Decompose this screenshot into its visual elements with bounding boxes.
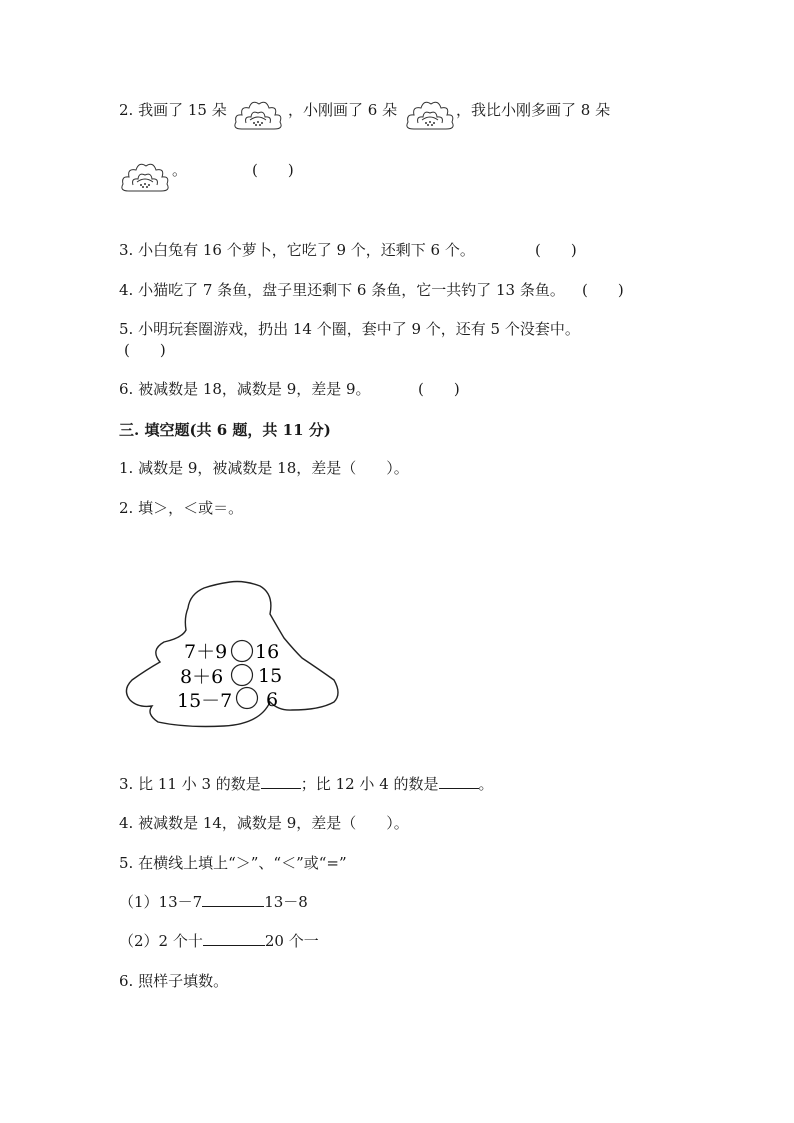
- compare-circle[interactable]: [232, 641, 253, 662]
- fill-q4: [119, 813, 409, 833]
- flower-icon: [232, 96, 284, 134]
- section-heading: [119, 420, 331, 440]
- tree-row-1-left: 7＋9: [184, 641, 228, 663]
- tree-row-2-right: 15: [258, 665, 283, 687]
- fill-q1: [119, 458, 409, 478]
- tree-row-2-left: 8＋6: [180, 666, 224, 688]
- judge-q6-answer-paren[interactable]: [418, 379, 460, 399]
- judge-q3: [119, 240, 475, 260]
- judge-q2-line1: [119, 100, 227, 120]
- answer-blank[interactable]: [261, 774, 301, 789]
- fill-q5: [119, 853, 347, 873]
- judge-q2-text-3: ，我比小刚多画了 8 朵: [456, 101, 611, 119]
- answer-paren: ( ): [418, 380, 460, 398]
- judge-q6: [119, 379, 371, 399]
- fill-q5-item-2-right: 20 个一: [264, 932, 319, 950]
- fill-q5-item-2-left: （2）2 个十: [119, 932, 203, 950]
- question-number: 2.: [119, 101, 134, 119]
- compare-circle[interactable]: [232, 665, 253, 686]
- fill-q6: [119, 971, 228, 991]
- tree-row-1-right: 16: [255, 641, 280, 663]
- fill-q2: [119, 498, 243, 518]
- answer-paren: ( ): [252, 161, 294, 179]
- fill-q2-text: 2. 填＞，＜或＝。: [119, 499, 244, 517]
- answer-paren: ( ): [535, 241, 577, 259]
- judge-q4: [119, 280, 565, 300]
- flower-icon: [404, 96, 456, 134]
- fill-q5-item-1-left: （1）13－7: [119, 893, 203, 911]
- answer-paren: ( ): [124, 341, 166, 359]
- fill-q3: [119, 774, 494, 794]
- fill-q5-intro: 5. 在横线上填上“＞”、“＜”或“=”: [119, 854, 347, 872]
- compare-circle[interactable]: [237, 688, 258, 709]
- fill-q5-item-1-right: 13－8: [264, 893, 308, 911]
- judge-q5-text: 5. 小明玩套圈游戏，扔出 14 个圈，套中了 9 个，还有 5 个没套中。: [119, 320, 580, 338]
- fill-q3-text-1: 3. 比 11 小 3 的数是: [119, 775, 261, 793]
- judge-q2-text-2-line: [288, 100, 397, 120]
- judge-q2-text-2: ，小刚画了 6 朵: [288, 101, 398, 119]
- answer-blank[interactable]: [202, 892, 264, 907]
- judge-q3-text: 3. 小白兔有 16 个萝卜，它吃了 9 个，还剩下 6 个。: [119, 241, 475, 259]
- fill-q3-text-3: 。: [478, 775, 494, 793]
- fill-q4-text: 4. 被减数是 14，减数是 9，差是（ ）。: [119, 814, 409, 832]
- judge-q2-text-3-line: [456, 100, 610, 120]
- fill-q5-item-2: [119, 931, 319, 951]
- judge-q2-text-4: 。: [172, 161, 188, 179]
- section-heading-text: 三. 填空题(共 6 题，共 11 分): [119, 421, 331, 439]
- tree-row-3-left: 15－7: [177, 690, 233, 712]
- judge-q2-end: [172, 160, 187, 180]
- judge-q5: [119, 319, 580, 339]
- answer-blank[interactable]: [203, 931, 265, 946]
- fill-q5-item-1: [119, 892, 308, 912]
- tree-figure: [124, 578, 344, 728]
- fill-q6-text: 6. 照样子填数。: [119, 972, 229, 990]
- judge-q5-answer-paren[interactable]: [124, 340, 166, 360]
- fill-q3-text-2: ；比 12 小 4 的数是: [300, 775, 439, 793]
- judge-q4-answer-paren[interactable]: [582, 280, 624, 300]
- judge-q6-text: 6. 被减数是 18，减数是 9，差是 9。: [119, 380, 371, 398]
- judge-q2-answer-paren[interactable]: [252, 160, 294, 180]
- judge-q2-text-1: 我画了 15 朵: [138, 101, 227, 119]
- answer-blank[interactable]: [439, 774, 479, 789]
- fill-q1-text: 1. 减数是 9，被减数是 18，差是（ ）。: [119, 459, 409, 477]
- answer-paren: ( ): [582, 281, 624, 299]
- flower-icon: [119, 158, 171, 196]
- judge-q3-answer-paren[interactable]: [535, 240, 577, 260]
- tree-row-3-right: 6: [266, 689, 279, 711]
- judge-q4-text: 4. 小猫吃了 7 条鱼，盘子里还剩下 6 条鱼，它一共钓了 13 条鱼。: [119, 281, 565, 299]
